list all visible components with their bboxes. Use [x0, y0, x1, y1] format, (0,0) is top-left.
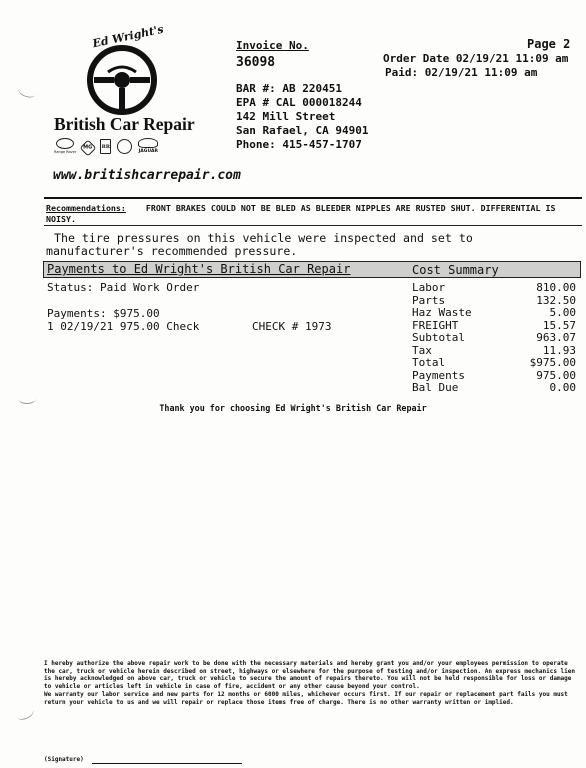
mg-badge-icon: MG — [82, 142, 94, 154]
recommendations-text: FRONT BRAKES COULD NOT BE BLED AS BLEEDER NIPPLES ARE RUSTED SHUT. DIFFERENTIAL IS NOISY. — [46, 203, 556, 224]
signature-line[interactable] — [92, 763, 242, 764]
page-number: Page 2 — [527, 37, 571, 51]
payments-title: Payments to Ed Wright's British Car Repair — [47, 262, 351, 276]
warranty-paragraph: We warranty our labor service and new parts for 12 months or 6000 miles, whichever occurs first. If our repair or replacement part fails you must return your vehicle to us and we will repair or replace those items free of charge. There is no other warranty written or implied. — [44, 690, 568, 706]
order-date: Order Date 02/19/21 11:09 am — [383, 52, 569, 65]
signature-label: (Signature) — [44, 756, 84, 763]
divider — [44, 225, 582, 226]
cost-row: FREIGHT 15.57 — [412, 318, 576, 332]
cost-row: Bal Due 0.00 — [412, 381, 576, 394]
authorization-terms — [44, 660, 580, 706]
recommendations-label: Recommendations: — [46, 203, 126, 213]
tire-pressure-note — [46, 232, 546, 258]
invoice-label: Invoice No. — [236, 39, 309, 52]
tire-note-line: manufacturer's recommended pressure. — [46, 244, 298, 258]
divider — [44, 197, 582, 199]
rolls-royce-badge-icon: RR — [100, 139, 111, 154]
thank-you-message: Thank you for choosing Ed Wright's British Car Repair — [159, 403, 427, 413]
street-address: 142 Mill Street — [236, 110, 336, 123]
bar-number: BAR #: AB 220451 — [236, 82, 342, 95]
steering-wheel-icon — [86, 44, 158, 116]
cost-row: Labor 810.00 — [412, 281, 576, 294]
cost-row: Haz Waste 5.00 — [412, 306, 576, 319]
phone-number: Phone: 415-457-1707 — [236, 138, 362, 151]
epa-number: EPA # CAL 000018244 — [236, 96, 362, 109]
paid-date: Paid: 02/19/21 11:09 am — [385, 66, 538, 79]
cost-summary-list — [412, 282, 576, 395]
brand-badges — [54, 138, 158, 154]
cost-row: Subtotal 963.07 — [412, 331, 576, 344]
tire-note-line: The tire pressures on this vehicle were inspected and set to — [54, 231, 473, 245]
company-logo — [48, 22, 195, 160]
company-name: British Car Repair — [54, 114, 195, 134]
punch-hole-mark — [15, 705, 36, 723]
payments-total: Payments: $975.00 — [47, 307, 160, 320]
authorization-paragraph: I hereby authorize the above repair work to be done with the necessary materials and hereby grant you and/or your employees permission to operate the car, truck or vehicle herein described on street, highways or elsewhere for the purpose of testing and/or inspection. An express mechanics lien is hereby acknowledged on above car, truck or vehicle to secure the amount of repairs thereto. You will not be held responsible for loss or damage to vehicle or articles left in vehicle in case of fire, accident or any other cause beyond your control. — [44, 660, 576, 691]
check-number: CHECK # 1973 — [252, 320, 332, 333]
invoice-number: 36098 — [236, 55, 276, 70]
company-website: www.britishcarrepair.com — [53, 168, 241, 183]
bentley-badge-icon — [117, 139, 132, 154]
cost-row: Tax 11.93 — [412, 343, 576, 357]
recommendations — [46, 203, 580, 225]
jaguar-badge-icon: JAGUAR — [138, 138, 158, 154]
payment-entry: 1 02/19/21 975.00 Check — [47, 320, 200, 333]
cost-row: Parts 132.50 — [412, 293, 576, 307]
cost-summary-title: Cost Summary — [412, 263, 499, 277]
cost-row: Payments 975.00 — [412, 368, 576, 382]
logo-script-text: Ed Wright's — [91, 22, 165, 51]
city-address: San Rafael, CA 94901 — [236, 124, 369, 137]
punch-hole-mark — [17, 83, 38, 99]
range-rover-badge-icon: Range Rover — [54, 138, 76, 154]
payment-status: Status: Paid Work Order — [47, 281, 200, 294]
cost-row: Total $975.00 — [412, 356, 576, 369]
